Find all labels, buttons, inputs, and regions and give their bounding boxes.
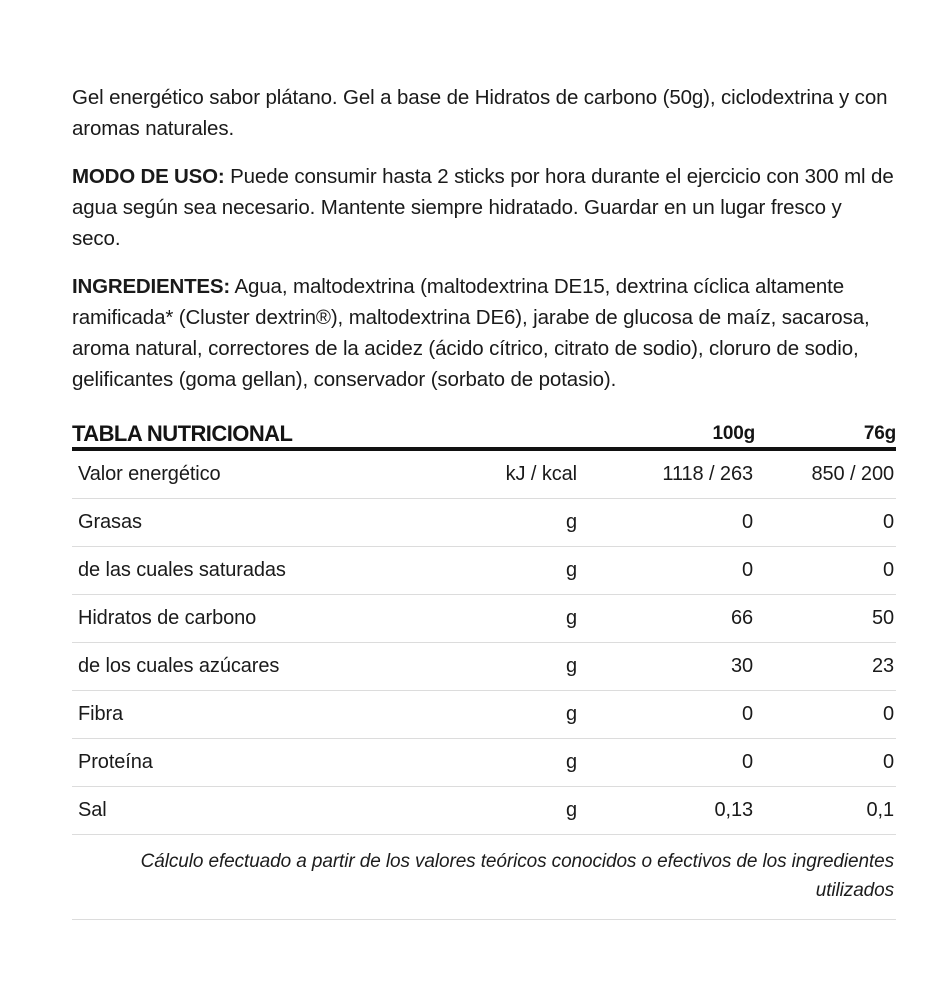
nutrient-unit: kJ / kcal [467,451,605,499]
nutrient-name: Proteína [72,739,467,787]
nutrient-value-serving: 0,1 [755,787,896,835]
nutrient-name: Fibra [72,691,467,739]
nutrient-unit: g [467,787,605,835]
nutrient-value-serving: 0 [755,691,896,739]
table-row [72,691,896,739]
nutrition-table-head [72,421,896,451]
table-row [72,499,896,547]
nutrition-table-wrapper [72,421,896,920]
nutrient-unit: g [467,739,605,787]
nutrition-table-body [72,451,896,835]
nutrient-value-100g: 0 [605,499,755,547]
nutrient-value-100g: 0 [605,547,755,595]
nutrient-name: Grasas [72,499,467,547]
nutrition-footnote: Cálculo efectuado a partir de los valores teóricos conocidos o efectivos de los ingredientes utilizados [72,835,896,920]
usage-label: MODO DE USO: [72,165,225,188]
table-row [72,547,896,595]
nutrient-unit: g [467,595,605,643]
table-row [72,739,896,787]
table-row [72,451,896,499]
column-header-per-serving: 76g [863,423,896,444]
ingredients-text: Agua, maltodextrina (maltodextrina DE15, dextrina cíclica altamente ramificada* (Cluster dextrin®), maltodextrina DE6), jarabe de glucosa de maíz, sacarosa, aroma natural, correctores de la acidez (ácido cítrico, citrato de sodio), cloruro de sodio, gelificantes (goma gellan), conservador (sorbato de potasio). [72,275,870,391]
nutrient-unit: g [467,691,605,739]
nutrition-table [72,421,896,920]
nutrition-footnote-row [72,835,896,920]
nutrient-value-serving: 0 [755,547,896,595]
table-row [72,787,896,835]
nutrient-value-100g: 1118 / 263 [605,451,755,499]
nutrient-value-serving: 23 [755,643,896,691]
nutrient-unit: g [467,499,605,547]
nutrient-value-serving: 0 [755,499,896,547]
nutrient-value-serving: 850 / 200 [755,451,896,499]
nutrient-name: Sal [72,787,467,835]
nutrition-table-title: TABLA NUTRICIONAL [72,421,293,446]
nutrient-name: Hidratos de carbono [72,595,467,643]
product-description: Gel energético sabor plátano. Gel a base de Hidratos de carbono (50g), ciclodextrina y con aromas naturales. [72,86,888,140]
product-info-sheet [72,82,896,920]
nutrient-value-100g: 66 [605,595,755,643]
nutrient-unit: g [467,547,605,595]
table-row [72,643,896,691]
nutrient-value-100g: 0,13 [605,787,755,835]
nutrient-name: Valor energético [72,451,467,499]
nutrient-value-100g: 0 [605,691,755,739]
nutrient-unit: g [467,643,605,691]
ingredients-list [72,271,894,395]
nutrient-value-serving: 0 [755,739,896,787]
unit-column-header [467,421,605,447]
nutrient-value-100g: 0 [605,739,755,787]
table-row [72,595,896,643]
nutrition-table-foot [72,835,896,920]
usage-instructions [72,161,894,254]
nutrient-name: de las cuales saturadas [72,547,467,595]
nutrition-header-row [72,421,896,447]
ingredients-label: INGREDIENTES: [72,275,230,298]
nutrient-value-100g: 30 [605,643,755,691]
column-header-per-100g: 100g [712,423,755,444]
usage-text: Puede consumir hasta 2 sticks por hora durante el ejercicio con 300 ml de agua según sea necesario. Mantente siempre hidratado. Guardar en un lugar fresco y seco. [72,165,894,250]
nutrient-name: de los cuales azúcares [72,643,467,691]
nutrient-value-serving: 50 [755,595,896,643]
